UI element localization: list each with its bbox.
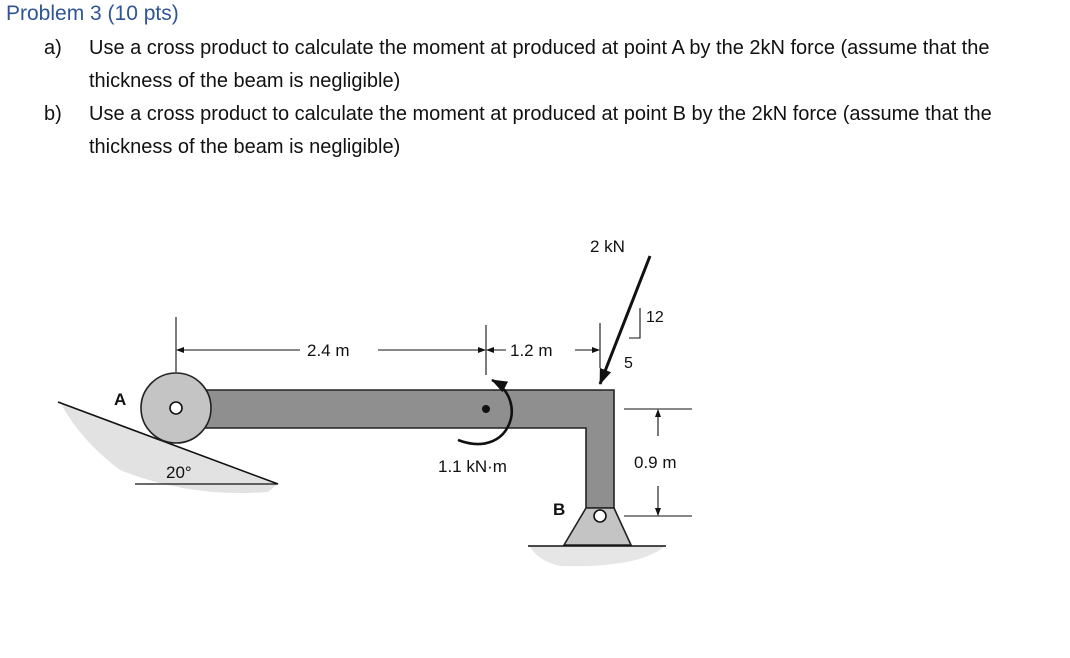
incline-angle-label: 20° [166, 463, 192, 482]
point-a-label: A [114, 390, 127, 409]
slope-vertical-label: 12 [646, 309, 664, 326]
couple-moment-label: 1.1 kN·m [438, 457, 507, 476]
part-a-label: a) [44, 37, 62, 59]
ground-b [530, 546, 665, 566]
slope-horizontal-label: 5 [624, 355, 633, 372]
dim-1.2-label: 1.2 m [510, 341, 553, 360]
part-b-text: Use a cross product to calculate the moment at produced at point B by the 2kN force (assume that the thickness of the beam is negligible) [89, 103, 992, 158]
roller-pin-a [170, 402, 182, 414]
part-b-label: b) [44, 103, 62, 125]
couple-point [482, 405, 490, 413]
dim-2.4-label: 2.4 m [307, 341, 350, 360]
force-label: 2 kN [590, 237, 625, 256]
dim-0.9-label: 0.9 m [634, 453, 677, 472]
point-b-label: B [553, 500, 566, 519]
pin-b [594, 510, 606, 522]
part-a-text: Use a cross product to calculate the moment at produced at point A by the 2kN force (assume that the thickness of the beam is negligible) [89, 37, 990, 92]
problem-title: Problem 3 (10 pts) [6, 2, 179, 25]
slope-triangle [629, 308, 640, 338]
